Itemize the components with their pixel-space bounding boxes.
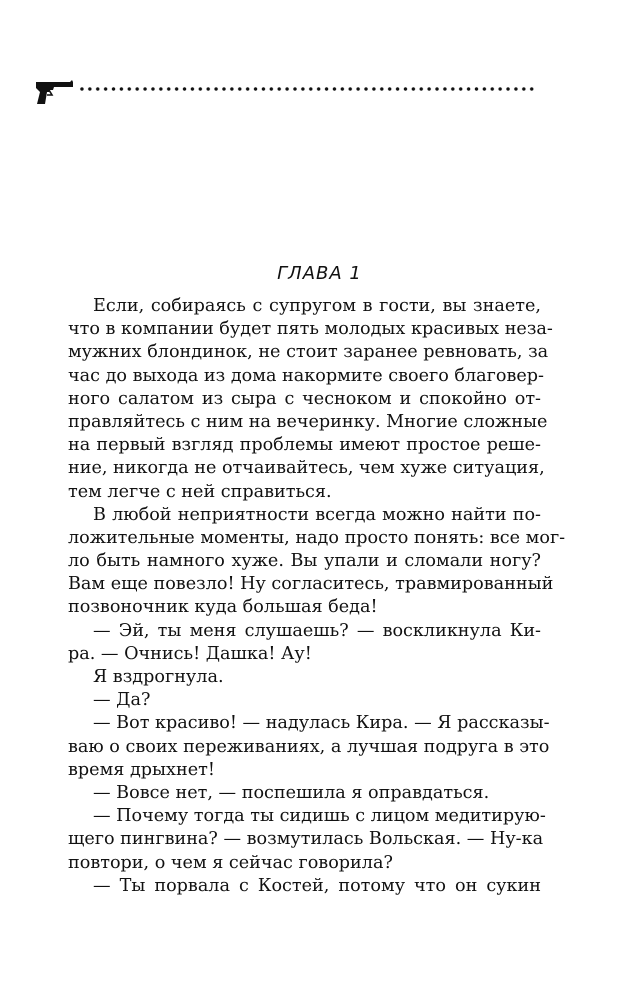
text-line: ние, никогда не отчаивайтесь, чем хуже ситуация, xyxy=(68,458,545,479)
body-text xyxy=(68,295,566,898)
text-line: тем легче с ней справиться. xyxy=(68,481,332,502)
text-line: позвоночник куда большая беда! xyxy=(68,597,378,618)
text-line: ложительные моменты, надо просто понять: все мог- xyxy=(68,527,566,548)
text-line: час до выхода из дома накормите своего благовер- xyxy=(68,365,545,386)
text-line: — Да? xyxy=(93,690,151,711)
text-line: щего пингвина? — возмутилась Вольская. — Ну-ка xyxy=(68,829,544,850)
text-line: мужних блондинок, не стоит заранее ревновать, за xyxy=(68,342,549,363)
text-line: ного салатом из сыра с чесноком и спокойно от- xyxy=(68,388,541,409)
text-line: ра. — Очнись! Дашка! Ау! xyxy=(68,643,312,664)
text-line: на первый взгляд проблемы имеют простое реше- xyxy=(68,435,541,456)
text-line: ваю о своих переживаниях, а лучшая подруга в это xyxy=(68,736,550,757)
text-line: — Вовсе нет, — поспешила я оправдаться. xyxy=(93,782,490,803)
text-line: — Эй, ты меня слушаешь? — воскликнула Ки- xyxy=(93,620,541,641)
text-line: В любой неприятности всегда можно найти по- xyxy=(93,504,541,525)
text-line: Если, собираясь с супругом в гости, вы знаете, xyxy=(93,296,541,316)
text-line: правляйтесь с ним на вечеринку. Многие сложные xyxy=(68,411,548,432)
text-line: Я вздрогнула. xyxy=(93,667,224,687)
text-line: — Почему тогда ты сидишь с лицом медитирую- xyxy=(93,806,546,827)
header-ornament xyxy=(34,74,534,110)
text-line: ло быть намного хуже. Вы упали и сломали ногу? xyxy=(68,551,541,572)
text-line: — Ты порвала с Костей, потому что он сукин xyxy=(93,875,541,896)
text-line: что в компании будет пять молодых красивых неза- xyxy=(68,319,553,340)
dotted-rule xyxy=(78,86,534,92)
text-line: Вам еще повезло! Ну согласитесь, травмированный xyxy=(68,574,554,595)
text-line: повтори, о чем я сейчас говорила? xyxy=(68,852,393,873)
chapter-title: ГЛАВА 1 xyxy=(277,263,362,284)
text-line: — Вот красиво! — надулась Кира. — Я рассказы- xyxy=(93,713,550,734)
revolver-icon xyxy=(34,78,74,108)
text-line: время дрыхнет! xyxy=(68,759,215,780)
